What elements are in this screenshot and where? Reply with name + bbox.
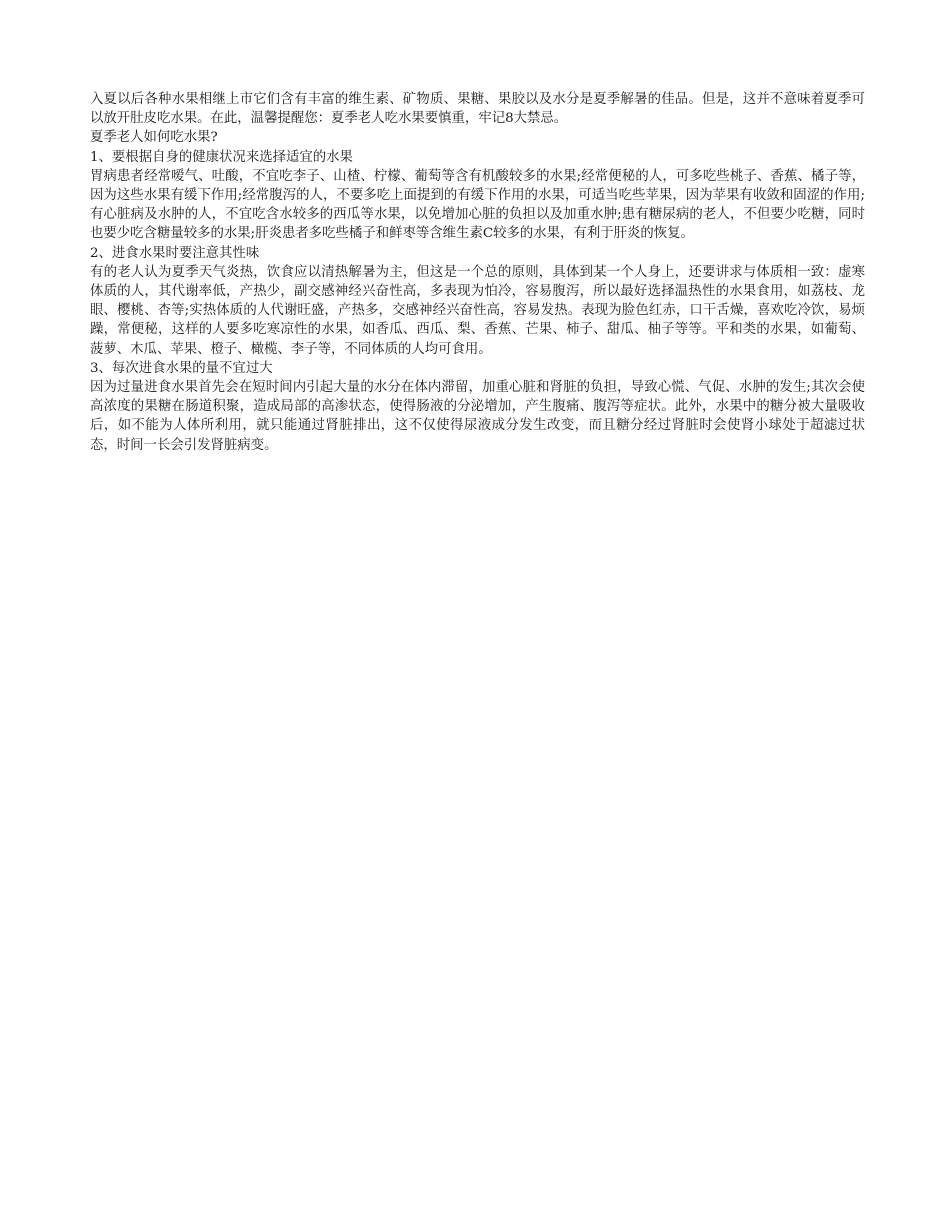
section-1-body: 胃病患者经常嗳气、吐酸，不宜吃李子、山楂、柠檬、葡萄等含有机酸较多的水果;经常便秘的人，可多吃些桃子、香蕉、橘子等，因为这些水果有缓下作用;经常腹泻的人，不要多吃上面提到的有缓下作用的水果，可适当吃些苹果，因为苹果有收敛和固涩的作用;有心脏病及水肿的人，不宜吃含水较多的西瓜等水果，以免增加心脏的负担以及加重水肿;患有糖尿病的老人，不但要少吃糖，同时也要少吃含糖量较多的水果;肝炎患者多吃些橘子和鲜枣等含维生素C较多的水果，有利于肝炎的恢复。 [90, 168, 865, 242]
section-2-heading: 2、进食水果时要注意其性味 [90, 245, 260, 261]
section-1-heading: 1、要根据自身的健康状况来选择适宜的水果 [90, 149, 353, 165]
document-title: 夏季老人如何吃水果? [90, 130, 218, 146]
section-2-body: 有的老人认为夏季天气炎热，饮食应以清热解暑为主，但这是一个总的原则，具体到某一个人身上，还要讲求与体质相一致：虚寒体质的人，其代谢率低，产热少，副交感神经兴奋性高，多表现为怕冷，容易腹泻，所以最好选择温热性的水果食用，如荔枝、龙眼、樱桃、杏等;实热体质的人代谢旺盛，产热多，交感神经兴奋性高，容易发热。表现为脸色红赤，口干舌燥，喜欢吃冷饮，易烦躁，常便秘，这样的人要多吃寒凉性的水果，如香瓜、西瓜、梨、香蕉、芒果、柿子、甜瓜、柚子等等。平和类的水果，如葡萄、菠萝、木瓜、苹果、橙子、橄榄、李子等，不同体质的人均可食用。 [90, 264, 865, 357]
section-3-body: 因为过量进食水果首先会在短时间内引起大量的水分在体内滞留，加重心脏和肾脏的负担，导致心慌、气促、水肿的发生;其次会使高浓度的果糖在肠道积聚，造成局部的高渗状态，使得肠液的分泌增加，产生腹痛、腹泻等症状。此外，水果中的糖分被大量吸收后，如不能为人体所利用，就只能通过肾脏排出，这不仅使得尿液成分发生改变，而且糖分经过肾脏时会使肾小球处于超滤过状态，时间一长会引发肾脏病变。 [90, 380, 865, 453]
intro-paragraph: 入夏以后各种水果相继上市它们含有丰富的维生素、矿物质、果糖、果胶以及水分是夏季解暑的佳品。但是，这并不意味着夏季可以放开肚皮吃水果。在此，温馨提醒您：夏季老人吃水果要慎重，牢记8大禁忌。 [90, 92, 865, 127]
document-page [90, 90, 865, 455]
section-3-heading: 3、每次进食水果的量不宜过大 [90, 360, 273, 376]
